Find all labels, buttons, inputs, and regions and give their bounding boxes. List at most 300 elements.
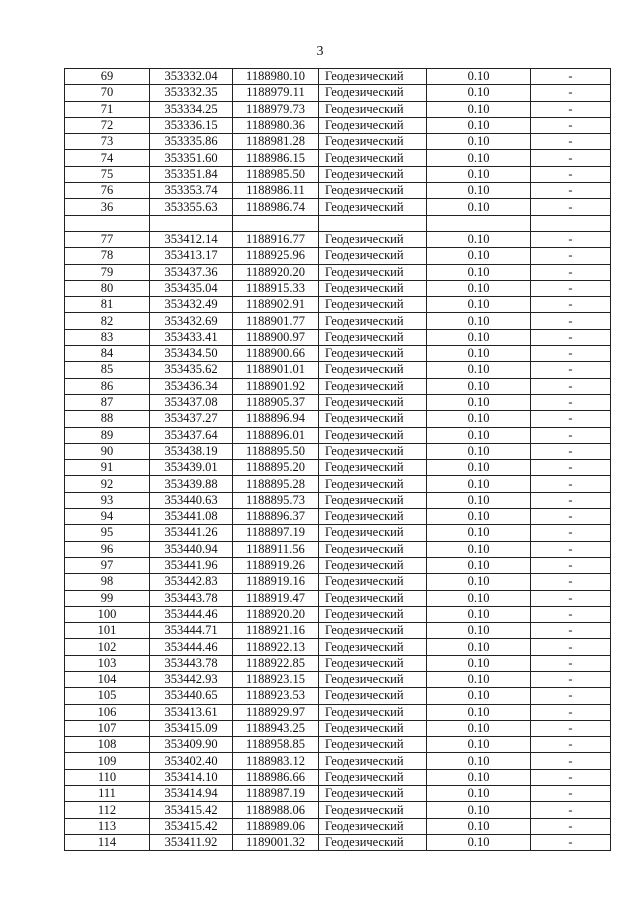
accuracy-cell: 0.10 xyxy=(427,720,531,736)
x-coordinate-cell: 353442.83 xyxy=(150,574,233,590)
y-coordinate-cell: 1188985.50 xyxy=(233,166,319,182)
method-cell: Геодезический xyxy=(319,362,427,378)
method-cell: Геодезический xyxy=(319,769,427,785)
point-number-cell: 85 xyxy=(65,362,150,378)
accuracy-cell: 0.10 xyxy=(427,411,531,427)
table-row xyxy=(65,525,611,541)
method-cell: Геодезический xyxy=(319,443,427,459)
method-cell: Геодезический xyxy=(319,329,427,345)
x-coordinate-cell: 353440.63 xyxy=(150,492,233,508)
note-cell: - xyxy=(531,476,611,492)
accuracy-cell: 0.10 xyxy=(427,704,531,720)
y-coordinate-cell: 1188986.11 xyxy=(233,183,319,199)
point-number-cell: 75 xyxy=(65,166,150,182)
table-row xyxy=(65,166,611,182)
y-coordinate-cell: 1188925.96 xyxy=(233,248,319,264)
note-cell: - xyxy=(531,117,611,133)
table-row xyxy=(65,509,611,525)
note-cell: - xyxy=(531,574,611,590)
accuracy-cell: 0.10 xyxy=(427,639,531,655)
note-cell: - xyxy=(531,443,611,459)
point-number-cell: 83 xyxy=(65,329,150,345)
method-cell: Геодезический xyxy=(319,786,427,802)
y-coordinate-cell: 1188929.97 xyxy=(233,704,319,720)
x-coordinate-cell: 353353.74 xyxy=(150,183,233,199)
y-coordinate-cell: 1188895.28 xyxy=(233,476,319,492)
note-cell: - xyxy=(531,411,611,427)
method-cell: Геодезический xyxy=(319,166,427,182)
table-row xyxy=(65,215,611,231)
y-coordinate-cell: 1188958.85 xyxy=(233,737,319,753)
x-coordinate-cell: 353439.88 xyxy=(150,476,233,492)
x-coordinate-cell: 353441.96 xyxy=(150,557,233,573)
note-cell: - xyxy=(531,509,611,525)
accuracy-cell: 0.10 xyxy=(427,541,531,557)
point-number-cell: 97 xyxy=(65,557,150,573)
point-number-cell: 77 xyxy=(65,231,150,247)
note-cell: - xyxy=(531,753,611,769)
method-cell: Геодезический xyxy=(319,313,427,329)
x-coordinate-cell: 353438.19 xyxy=(150,443,233,459)
x-coordinate-cell: 353440.94 xyxy=(150,541,233,557)
table-row xyxy=(65,590,611,606)
accuracy-cell: 0.10 xyxy=(427,231,531,247)
x-coordinate-cell: 353443.78 xyxy=(150,655,233,671)
table-row xyxy=(65,427,611,443)
x-coordinate-cell: 353351.84 xyxy=(150,166,233,182)
accuracy-cell: 0.10 xyxy=(427,492,531,508)
table-row xyxy=(65,85,611,101)
point-number-cell: 92 xyxy=(65,476,150,492)
y-coordinate-cell: 1188988.06 xyxy=(233,802,319,818)
method-cell: Геодезический xyxy=(319,834,427,850)
accuracy-cell: 0.10 xyxy=(427,557,531,573)
y-coordinate-cell: 1188896.01 xyxy=(233,427,319,443)
point-number-cell: 110 xyxy=(65,769,150,785)
note-cell: - xyxy=(531,150,611,166)
note-cell: - xyxy=(531,346,611,362)
accuracy-cell: 0.10 xyxy=(427,443,531,459)
accuracy-cell: 0.10 xyxy=(427,655,531,671)
note-cell: - xyxy=(531,394,611,410)
accuracy-cell: 0.10 xyxy=(427,183,531,199)
x-coordinate-cell: 353414.10 xyxy=(150,769,233,785)
method-cell: Геодезический xyxy=(319,557,427,573)
method-cell: Геодезический xyxy=(319,671,427,687)
table-row xyxy=(65,313,611,329)
method-cell: Геодезический xyxy=(319,720,427,736)
y-coordinate-cell: 1188915.33 xyxy=(233,280,319,296)
point-number-cell: 78 xyxy=(65,248,150,264)
accuracy-cell: 0.10 xyxy=(427,525,531,541)
x-coordinate-cell: 353332.04 xyxy=(150,69,233,85)
coordinates-table xyxy=(64,68,611,851)
note-cell: - xyxy=(531,427,611,443)
method-cell: Геодезический xyxy=(319,802,427,818)
y-coordinate-cell xyxy=(233,215,319,231)
accuracy-cell: 0.10 xyxy=(427,329,531,345)
y-coordinate-cell: 1188919.26 xyxy=(233,557,319,573)
accuracy-cell: 0.10 xyxy=(427,834,531,850)
accuracy-cell: 0.10 xyxy=(427,69,531,85)
x-coordinate-cell: 353437.27 xyxy=(150,411,233,427)
accuracy-cell: 0.10 xyxy=(427,574,531,590)
accuracy-cell: 0.10 xyxy=(427,737,531,753)
note-cell: - xyxy=(531,557,611,573)
table-row xyxy=(65,688,611,704)
method-cell: Геодезический xyxy=(319,394,427,410)
method-cell: Геодезический xyxy=(319,248,427,264)
point-number-cell: 107 xyxy=(65,720,150,736)
x-coordinate-cell: 353436.34 xyxy=(150,378,233,394)
accuracy-cell: 0.10 xyxy=(427,101,531,117)
y-coordinate-cell: 1188895.50 xyxy=(233,443,319,459)
y-coordinate-cell: 1188986.66 xyxy=(233,769,319,785)
x-coordinate-cell: 353443.78 xyxy=(150,590,233,606)
x-coordinate-cell: 353444.46 xyxy=(150,639,233,655)
table-row xyxy=(65,248,611,264)
x-coordinate-cell: 353412.14 xyxy=(150,231,233,247)
y-coordinate-cell: 1188986.15 xyxy=(233,150,319,166)
note-cell: - xyxy=(531,329,611,345)
table-row xyxy=(65,411,611,427)
method-cell: Геодезический xyxy=(319,460,427,476)
note-cell: - xyxy=(531,248,611,264)
method-cell: Геодезический xyxy=(319,574,427,590)
x-coordinate-cell: 353441.08 xyxy=(150,509,233,525)
table-row xyxy=(65,280,611,296)
accuracy-cell: 0.10 xyxy=(427,427,531,443)
table-row xyxy=(65,655,611,671)
point-number-cell: 84 xyxy=(65,346,150,362)
y-coordinate-cell: 1188920.20 xyxy=(233,264,319,280)
accuracy-cell: 0.10 xyxy=(427,460,531,476)
table-row xyxy=(65,117,611,133)
y-coordinate-cell: 1188923.53 xyxy=(233,688,319,704)
x-coordinate-cell: 353402.40 xyxy=(150,753,233,769)
y-coordinate-cell: 1188919.47 xyxy=(233,590,319,606)
method-cell: Геодезический xyxy=(319,541,427,557)
accuracy-cell: 0.10 xyxy=(427,802,531,818)
note-cell: - xyxy=(531,85,611,101)
table-row xyxy=(65,818,611,834)
note-cell: - xyxy=(531,378,611,394)
point-number-cell: 105 xyxy=(65,688,150,704)
method-cell xyxy=(319,215,427,231)
accuracy-cell: 0.10 xyxy=(427,280,531,296)
table-row xyxy=(65,802,611,818)
table-row xyxy=(65,443,611,459)
method-cell: Геодезический xyxy=(319,476,427,492)
table-row xyxy=(65,297,611,313)
point-number-cell: 72 xyxy=(65,117,150,133)
table-row xyxy=(65,101,611,117)
point-number-cell: 36 xyxy=(65,199,150,215)
table-row xyxy=(65,606,611,622)
x-coordinate-cell: 353440.65 xyxy=(150,688,233,704)
y-coordinate-cell: 1188922.85 xyxy=(233,655,319,671)
accuracy-cell: 0.10 xyxy=(427,117,531,133)
point-number-cell: 86 xyxy=(65,378,150,394)
method-cell: Геодезический xyxy=(319,590,427,606)
method-cell: Геодезический xyxy=(319,85,427,101)
y-coordinate-cell: 1188901.01 xyxy=(233,362,319,378)
table-row xyxy=(65,183,611,199)
method-cell: Геодезический xyxy=(319,623,427,639)
point-number-cell: 103 xyxy=(65,655,150,671)
point-number-cell: 99 xyxy=(65,590,150,606)
table-row xyxy=(65,362,611,378)
table-row xyxy=(65,834,611,850)
method-cell: Геодезический xyxy=(319,150,427,166)
x-coordinate-cell: 353444.71 xyxy=(150,623,233,639)
table-body xyxy=(65,69,611,851)
x-coordinate-cell xyxy=(150,215,233,231)
method-cell: Геодезический xyxy=(319,199,427,215)
y-coordinate-cell: 1188916.77 xyxy=(233,231,319,247)
x-coordinate-cell: 353335.86 xyxy=(150,134,233,150)
table-row xyxy=(65,134,611,150)
y-coordinate-cell: 1188896.37 xyxy=(233,509,319,525)
method-cell: Геодезический xyxy=(319,753,427,769)
method-cell: Геодезический xyxy=(319,509,427,525)
method-cell: Геодезический xyxy=(319,655,427,671)
note-cell: - xyxy=(531,834,611,850)
point-number-cell xyxy=(65,215,150,231)
y-coordinate-cell: 1188895.20 xyxy=(233,460,319,476)
y-coordinate-cell: 1188919.16 xyxy=(233,574,319,590)
point-number-cell: 109 xyxy=(65,753,150,769)
note-cell: - xyxy=(531,623,611,639)
x-coordinate-cell: 353355.63 xyxy=(150,199,233,215)
note-cell: - xyxy=(531,606,611,622)
note-cell: - xyxy=(531,818,611,834)
accuracy-cell: 0.10 xyxy=(427,509,531,525)
point-number-cell: 98 xyxy=(65,574,150,590)
point-number-cell: 94 xyxy=(65,509,150,525)
y-coordinate-cell: 1188901.77 xyxy=(233,313,319,329)
x-coordinate-cell: 353415.42 xyxy=(150,818,233,834)
method-cell: Геодезический xyxy=(319,704,427,720)
point-number-cell: 81 xyxy=(65,297,150,313)
point-number-cell: 108 xyxy=(65,737,150,753)
accuracy-cell: 0.10 xyxy=(427,150,531,166)
accuracy-cell: 0.10 xyxy=(427,786,531,802)
y-coordinate-cell: 1188983.12 xyxy=(233,753,319,769)
point-number-cell: 93 xyxy=(65,492,150,508)
accuracy-cell: 0.10 xyxy=(427,264,531,280)
point-number-cell: 95 xyxy=(65,525,150,541)
x-coordinate-cell: 353415.42 xyxy=(150,802,233,818)
accuracy-cell: 0.10 xyxy=(427,394,531,410)
table-row xyxy=(65,639,611,655)
note-cell xyxy=(531,215,611,231)
accuracy-cell: 0.10 xyxy=(427,753,531,769)
table-row xyxy=(65,378,611,394)
accuracy-cell: 0.10 xyxy=(427,199,531,215)
y-coordinate-cell: 1188923.15 xyxy=(233,671,319,687)
accuracy-cell: 0.10 xyxy=(427,769,531,785)
x-coordinate-cell: 353332.35 xyxy=(150,85,233,101)
y-coordinate-cell: 1188900.97 xyxy=(233,329,319,345)
method-cell: Геодезический xyxy=(319,280,427,296)
note-cell: - xyxy=(531,134,611,150)
note-cell: - xyxy=(531,590,611,606)
accuracy-cell: 0.10 xyxy=(427,688,531,704)
note-cell: - xyxy=(531,541,611,557)
table-row xyxy=(65,492,611,508)
x-coordinate-cell: 353414.94 xyxy=(150,786,233,802)
y-coordinate-cell: 1188980.36 xyxy=(233,117,319,133)
method-cell: Геодезический xyxy=(319,231,427,247)
method-cell: Геодезический xyxy=(319,117,427,133)
x-coordinate-cell: 353435.62 xyxy=(150,362,233,378)
note-cell: - xyxy=(531,786,611,802)
table-row xyxy=(65,329,611,345)
y-coordinate-cell: 1188920.20 xyxy=(233,606,319,622)
point-number-cell: 79 xyxy=(65,264,150,280)
note-cell: - xyxy=(531,362,611,378)
table-row xyxy=(65,720,611,736)
note-cell: - xyxy=(531,264,611,280)
note-cell: - xyxy=(531,297,611,313)
table-row xyxy=(65,231,611,247)
table-row xyxy=(65,574,611,590)
y-coordinate-cell: 1188897.19 xyxy=(233,525,319,541)
x-coordinate-cell: 353413.17 xyxy=(150,248,233,264)
table-row xyxy=(65,69,611,85)
note-cell: - xyxy=(531,671,611,687)
point-number-cell: 71 xyxy=(65,101,150,117)
table-row xyxy=(65,557,611,573)
note-cell: - xyxy=(531,704,611,720)
point-number-cell: 113 xyxy=(65,818,150,834)
note-cell: - xyxy=(531,688,611,704)
note-cell: - xyxy=(531,769,611,785)
accuracy-cell: 0.10 xyxy=(427,166,531,182)
note-cell: - xyxy=(531,492,611,508)
method-cell: Геодезический xyxy=(319,525,427,541)
point-number-cell: 87 xyxy=(65,394,150,410)
x-coordinate-cell: 353439.01 xyxy=(150,460,233,476)
accuracy-cell: 0.10 xyxy=(427,134,531,150)
method-cell: Геодезический xyxy=(319,346,427,362)
point-number-cell: 91 xyxy=(65,460,150,476)
table-row xyxy=(65,150,611,166)
point-number-cell: 111 xyxy=(65,786,150,802)
point-number-cell: 90 xyxy=(65,443,150,459)
point-number-cell: 76 xyxy=(65,183,150,199)
accuracy-cell: 0.10 xyxy=(427,606,531,622)
x-coordinate-cell: 353437.08 xyxy=(150,394,233,410)
method-cell: Геодезический xyxy=(319,411,427,427)
note-cell: - xyxy=(531,101,611,117)
method-cell: Геодезический xyxy=(319,427,427,443)
table-row xyxy=(65,737,611,753)
accuracy-cell: 0.10 xyxy=(427,248,531,264)
accuracy-cell: 0.10 xyxy=(427,590,531,606)
note-cell: - xyxy=(531,525,611,541)
table-row xyxy=(65,460,611,476)
y-coordinate-cell: 1188900.66 xyxy=(233,346,319,362)
point-number-cell: 104 xyxy=(65,671,150,687)
table-row xyxy=(65,541,611,557)
x-coordinate-cell: 353334.25 xyxy=(150,101,233,117)
x-coordinate-cell: 353432.69 xyxy=(150,313,233,329)
accuracy-cell: 0.10 xyxy=(427,362,531,378)
method-cell: Геодезический xyxy=(319,297,427,313)
accuracy-cell: 0.10 xyxy=(427,818,531,834)
accuracy-cell xyxy=(427,215,531,231)
accuracy-cell: 0.10 xyxy=(427,297,531,313)
note-cell: - xyxy=(531,231,611,247)
x-coordinate-cell: 353413.61 xyxy=(150,704,233,720)
x-coordinate-cell: 353411.92 xyxy=(150,834,233,850)
point-number-cell: 112 xyxy=(65,802,150,818)
accuracy-cell: 0.10 xyxy=(427,378,531,394)
method-cell: Геодезический xyxy=(319,134,427,150)
x-coordinate-cell: 353444.46 xyxy=(150,606,233,622)
x-coordinate-cell: 353415.09 xyxy=(150,720,233,736)
point-number-cell: 74 xyxy=(65,150,150,166)
method-cell: Геодезический xyxy=(319,606,427,622)
x-coordinate-cell: 353409.90 xyxy=(150,737,233,753)
note-cell: - xyxy=(531,69,611,85)
method-cell: Геодезический xyxy=(319,183,427,199)
y-coordinate-cell: 1188980.10 xyxy=(233,69,319,85)
y-coordinate-cell: 1188943.25 xyxy=(233,720,319,736)
y-coordinate-cell: 1188895.73 xyxy=(233,492,319,508)
point-number-cell: 101 xyxy=(65,623,150,639)
note-cell: - xyxy=(531,280,611,296)
method-cell: Геодезический xyxy=(319,639,427,655)
point-number-cell: 88 xyxy=(65,411,150,427)
y-coordinate-cell: 1188987.19 xyxy=(233,786,319,802)
y-coordinate-cell: 1188989.06 xyxy=(233,818,319,834)
point-number-cell: 69 xyxy=(65,69,150,85)
x-coordinate-cell: 353434.50 xyxy=(150,346,233,362)
table-row xyxy=(65,264,611,280)
table-row xyxy=(65,704,611,720)
note-cell: - xyxy=(531,460,611,476)
y-coordinate-cell: 1188979.11 xyxy=(233,85,319,101)
method-cell: Геодезический xyxy=(319,264,427,280)
point-number-cell: 80 xyxy=(65,280,150,296)
accuracy-cell: 0.10 xyxy=(427,346,531,362)
accuracy-cell: 0.10 xyxy=(427,476,531,492)
x-coordinate-cell: 353441.26 xyxy=(150,525,233,541)
y-coordinate-cell: 1188911.56 xyxy=(233,541,319,557)
accuracy-cell: 0.10 xyxy=(427,85,531,101)
method-cell: Геодезический xyxy=(319,69,427,85)
table-row xyxy=(65,786,611,802)
y-coordinate-cell: 1188921.16 xyxy=(233,623,319,639)
y-coordinate-cell: 1189001.32 xyxy=(233,834,319,850)
x-coordinate-cell: 353336.15 xyxy=(150,117,233,133)
note-cell: - xyxy=(531,639,611,655)
point-number-cell: 70 xyxy=(65,85,150,101)
method-cell: Геодезический xyxy=(319,818,427,834)
table-row xyxy=(65,753,611,769)
y-coordinate-cell: 1188901.92 xyxy=(233,378,319,394)
point-number-cell: 102 xyxy=(65,639,150,655)
method-cell: Геодезический xyxy=(319,492,427,508)
y-coordinate-cell: 1188922.13 xyxy=(233,639,319,655)
x-coordinate-cell: 353432.49 xyxy=(150,297,233,313)
accuracy-cell: 0.10 xyxy=(427,313,531,329)
method-cell: Геодезический xyxy=(319,378,427,394)
note-cell: - xyxy=(531,183,611,199)
